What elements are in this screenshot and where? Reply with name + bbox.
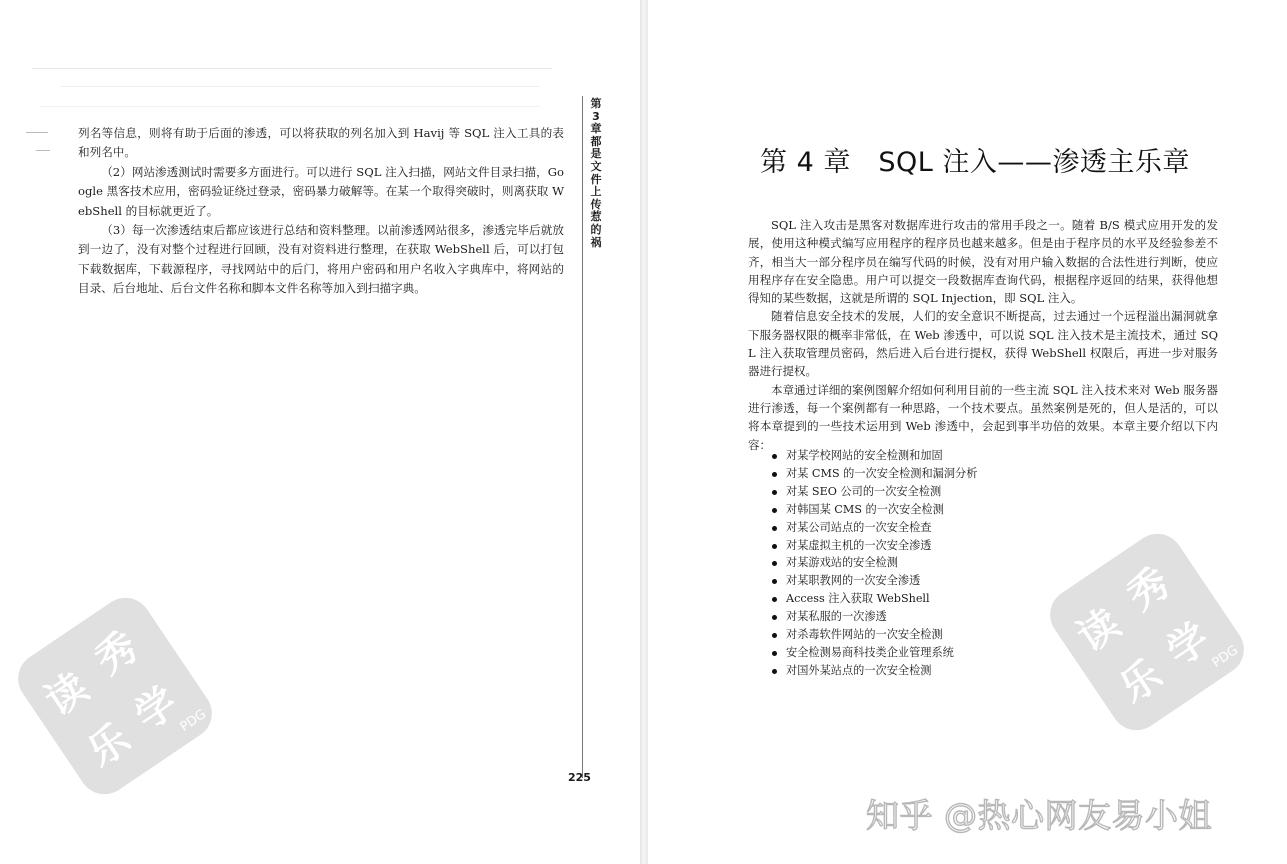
zhihu-watermark: 知乎 @热心网友易小姐	[866, 796, 1212, 835]
paragraph: 随着信息安全技术的发展，人们的安全意识不断提高，过去通过一个远程溢出漏洞就拿下服务器权限的概率非常低，在 Web 渗透中，可以说 SQL 注入技术是主流技术，通过 SQL 注入获取管理员密码，然后进入后台进行提权，获得 WebShell 权限后，再进一步对服务器进行提权。	[748, 309, 1218, 379]
list-item	[772, 537, 977, 555]
bullet-icon	[772, 561, 777, 566]
scan-artifact	[36, 150, 50, 151]
side-chapter-tab: 第3章 都是文件上传惹的祸	[590, 97, 602, 249]
scan-artifact	[60, 86, 540, 87]
list-item-label: 对某公司站点的一次安全检查	[786, 520, 932, 534]
list-item-label: 对某 CMS 的一次安全检测和漏洞分析	[786, 466, 978, 480]
paragraph: （2）网站渗透测试时需要多方面进行。可以进行 SQL 注入扫描，网站文件目录扫描，Google 黑客技术应用，密码验证绕过登录，密码暴力破解等。在某一个取得突破时，则离获取 WebShell 的目标就更近了。	[78, 164, 564, 218]
paragraph: SQL 注入攻击是黑客对数据库进行攻击的常用手段之一。随着 B/S 模式应用开发的发展，使用这种模式编写应用程序的程序员也越来越多。但是由于程序员的水平及经验参差不齐，相当大一部分程序员在编写代码的时候，没有对用户输入数据的合法性进行判断，使应用程序存在安全隐患。用户可以提交一段数据库查询代码，根据程序返回的结果，获得他想得知的某些数据，这就是所谓的 SQL Injection，即 SQL 注入。	[748, 218, 1218, 306]
list-item	[772, 447, 977, 465]
list-item	[772, 465, 977, 483]
bullet-icon	[772, 633, 777, 638]
scan-artifact	[40, 106, 540, 107]
book-gutter	[640, 0, 648, 864]
bullet-icon	[772, 597, 777, 602]
list-item-label: 对国外某站点的一次安全检测	[786, 663, 932, 677]
list-item-label: 对某游戏站的安全检测	[786, 556, 898, 570]
bullet-icon	[772, 508, 777, 513]
bullet-icon	[772, 490, 777, 495]
list-item	[772, 626, 977, 644]
list-item	[772, 662, 977, 680]
paragraph: 本章通过详细的案例图解介绍如何利用目前的一些主流 SQL 注入技术来对 Web 服务器进行渗透，每一个案例都有一种思路，一个技术要点。虽然案例是死的，但人是活的，可以将本章提到的一些技术运用到 Web 渗透中，会起到事半功倍的效果。本章主要介绍以下内容：	[748, 382, 1218, 452]
left-page	[0, 0, 640, 864]
list-item-label: 对某虚拟主机的一次安全渗透	[786, 538, 932, 552]
scan-artifact	[32, 68, 552, 69]
chapter-title: 第 4 章 SQL 注入——渗透主乐章	[760, 147, 1190, 178]
seal-pdg-text: PDG	[1209, 642, 1242, 671]
right-body-text	[748, 216, 1218, 454]
bullet-icon	[772, 526, 777, 531]
list-item-label: 对韩国某 CMS 的一次安全检测	[786, 502, 944, 516]
bullet-icon	[772, 544, 777, 549]
bullet-icon	[772, 651, 777, 656]
list-item	[772, 608, 977, 626]
bullet-icon	[772, 472, 777, 477]
side-tab-rule	[582, 96, 583, 778]
scan-artifact	[26, 132, 48, 133]
list-item	[772, 572, 977, 590]
seal-pdg-text: PDG	[177, 706, 210, 735]
chapter-contents-list	[772, 447, 977, 680]
list-item	[772, 483, 977, 501]
list-item	[772, 501, 977, 519]
list-item-label: 对杀毒软件网站的一次安全检测	[786, 628, 943, 642]
bullet-icon	[772, 615, 777, 620]
list-item-label: 对某职教网的一次安全渗透	[786, 574, 921, 588]
list-item	[772, 644, 977, 662]
seal-watermark: 读 秀 乐 学 PDG	[1040, 524, 1254, 741]
list-item-label: Access 注入获取 WebShell	[786, 592, 930, 606]
seal-watermark: 读 秀 乐 学 PDG	[8, 588, 222, 805]
bullet-icon	[772, 454, 777, 459]
list-item-label: 对某 SEO 公司的一次安全检测	[786, 484, 942, 498]
list-item	[772, 590, 977, 608]
page-number: 225	[568, 771, 591, 784]
list-item	[772, 554, 977, 572]
bullet-icon	[772, 669, 777, 674]
paragraph: 列名等信息，则将有助于后面的渗透，可以将获取的列名加入到 Havij 等 SQL 注入工具的表和列名中。	[78, 126, 564, 160]
left-body-text	[78, 124, 564, 299]
list-item-label: 对某学校网站的安全检测和加固	[786, 449, 943, 462]
bullet-icon	[772, 579, 777, 584]
list-item-label: 对某私服的一次渗透	[786, 610, 887, 624]
list-item-label: 安全检测易商科技类企业管理系统	[786, 645, 954, 659]
paragraph: （3）每一次渗透结束后都应该进行总结和资料整理。以前渗透网站很多，渗透完毕后就放到一边了，没有对整个过程进行回顾，没有对资料进行整理，在获取 WebShell 后，可以打包下载数据库，下载源程序，寻找网站中的后门，将用户密码和用户名收入字典库中，将网站的目录、后台地址、后台文件名称和脚本文件名称等加入到扫描字典。	[78, 223, 564, 296]
list-item	[772, 519, 977, 537]
